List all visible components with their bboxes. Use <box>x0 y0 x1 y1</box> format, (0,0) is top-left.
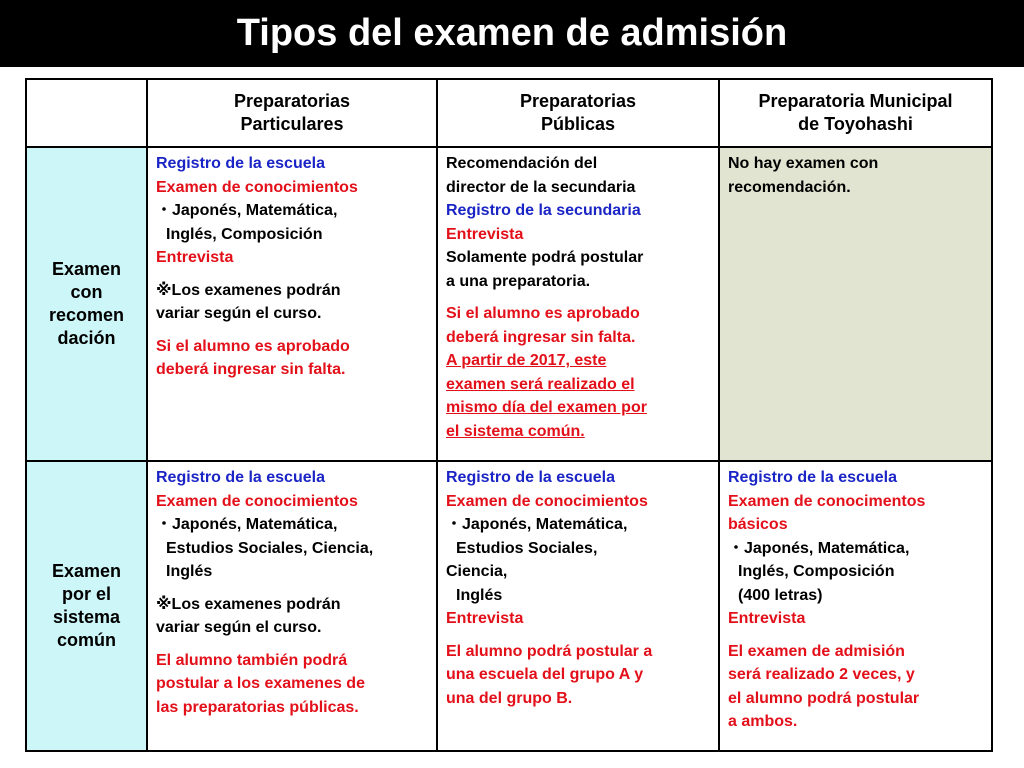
cell-sistema-publicas: Registro de la escuela Examen de conocimientos ・Japonés, Matemática, Estudios Sociales, Ciencia, Inglés Entrevista El alumno podrá postular a una escuela del grupo A y una del grupo B. <box>437 461 719 751</box>
cell-sistema-particulares: Registro de la escuela Examen de conocimientos ・Japonés, Matemática, Estudios Sociales, Ciencia, Inglés ※Los examenes podrán variar según el curso. El alumno también podrá postular a los examenes de las preparatorias públicas. <box>147 461 437 751</box>
admission-types-table <box>25 78 993 752</box>
row-header-recomendacion: Examen con recomen dación <box>26 147 147 461</box>
col-header-publicas: Preparatorias Públicas <box>437 79 719 147</box>
cell-recomendacion-publicas: Recomendación del director de la secundaria Registro de la secundaria Entrevista Solamente podrá postular a una preparatoria. Si el alumno es aprobado deberá ingresar sin falta. A partir de 2017, este examen será realizado el mismo día del examen por el sistema común. <box>437 147 719 461</box>
cell-sistema-municipal: Registro de la escuela Examen de conocimentos básicos ・Japonés, Matemática, Inglés, Composición (400 letras) Entrevista El examen de admisión será realizado 2 veces, y el alumno podrá postular a ambos. <box>719 461 992 751</box>
row-sistema-comun <box>26 461 992 751</box>
cell-recomendacion-municipal: No hay examen con recomendación. <box>719 147 992 461</box>
col-header-particulares: Preparatorias Particulares <box>147 79 437 147</box>
col-header-municipal: Preparatoria Municipal de Toyohashi <box>719 79 992 147</box>
page-title: Tipos del examen de admisión <box>0 0 1024 67</box>
corner-cell <box>26 79 147 147</box>
cell-recomendacion-particulares: Registro de la escuela Examen de conocimientos ・Japonés, Matemática, Inglés, Composición Entrevista ※Los examenes podrán variar según el curso. Si el alumno es aprobado deberá ingresar sin falta. <box>147 147 437 461</box>
header-row <box>26 79 992 147</box>
row-recomendacion <box>26 147 992 461</box>
row-header-sistema-comun: Examen por el sistema común <box>26 461 147 751</box>
